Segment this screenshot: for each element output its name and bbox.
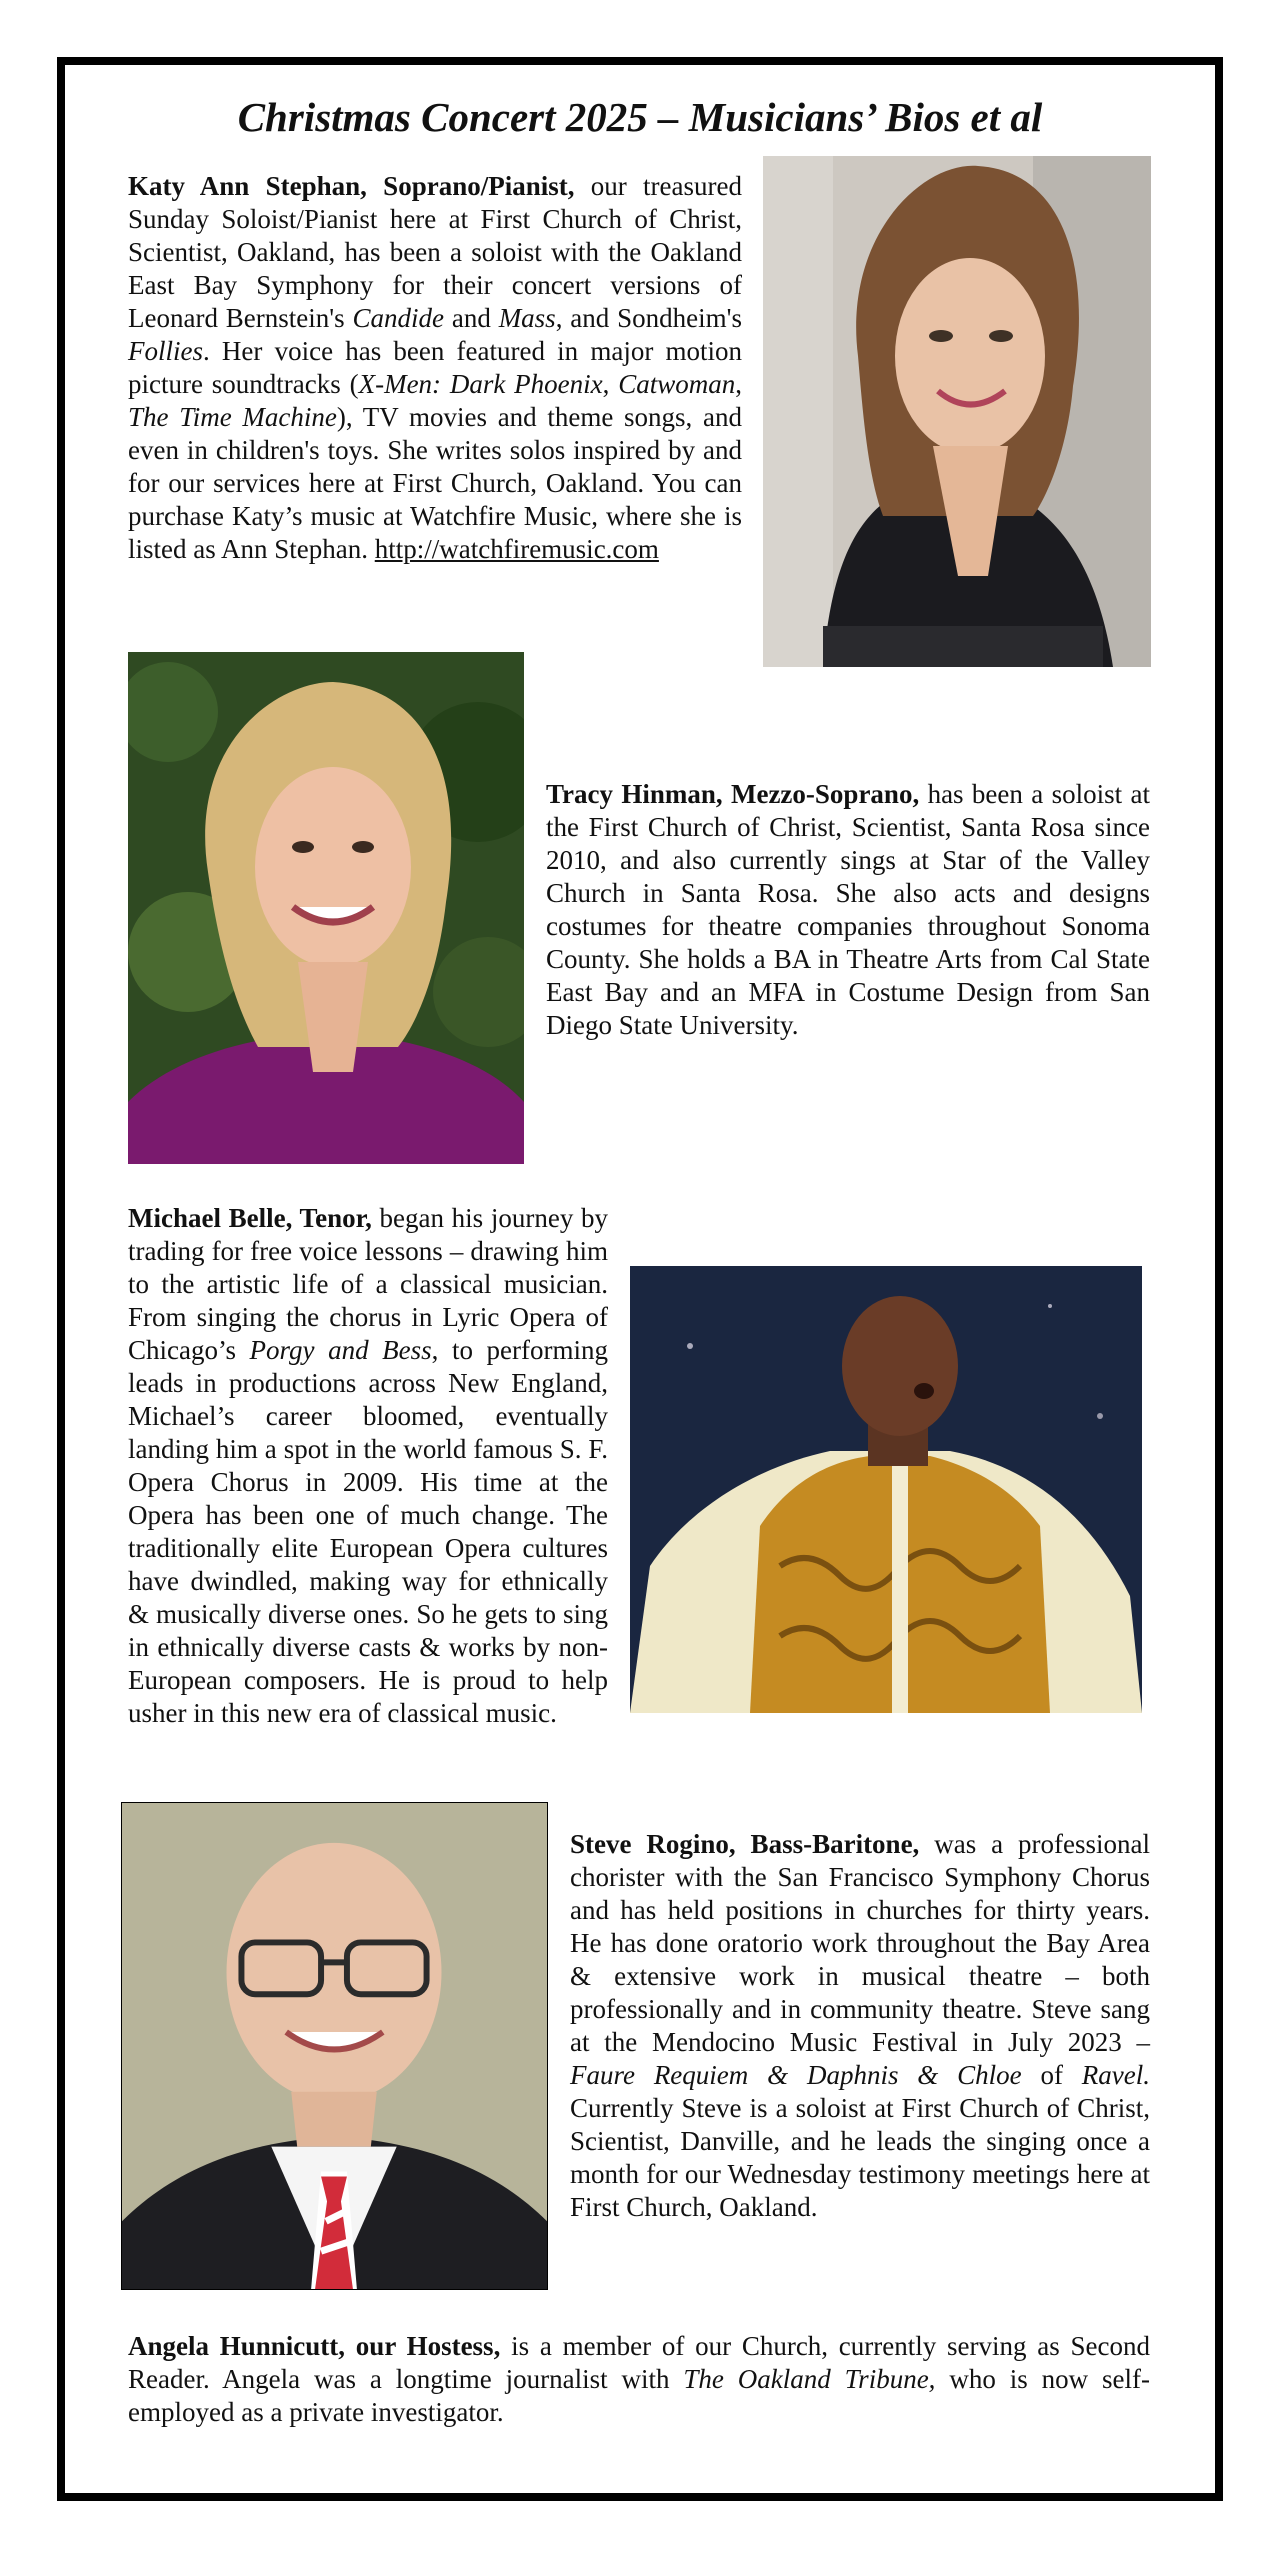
- tracy-hinman-photo: [128, 652, 524, 1164]
- bio-steve-rogino: Steve Rogino, Bass-Baritone, was a professional chorister with the San Francisco Symphony Chorus and has held positions in churches for thirty years. He has done oratorio work throughout the Bay Area & extensive work in musical theatre – both professionally and in community theatre. Steve sang at the Mendocino Music Festival in July 2023 – Faure Requiem & Daphnis & Chloe of Ravel. Currently Steve is a soloist at First Church of Christ, Scientist, Danville, and he leads the singing once a month for our Wednesday testimony meetings here at First Church, Oakland.: [570, 1829, 1151, 2222]
- bio-name: Tracy Hinman, Mezzo-Soprano,: [546, 779, 920, 809]
- bio-name: Michael Belle, Tenor,: [128, 1203, 372, 1233]
- katy-stephan-photo: [763, 156, 1151, 667]
- bio-tracy-hinman: Tracy Hinman, Mezzo-Soprano, has been a soloist at the First Church of Christ, Scientist, Santa Rosa since 2010, and also currently sings at Star of the Valley Church in Santa Rosa. She also acts and designs costumes for theatre companies throughout Sonoma County. She holds a BA in Theatre Arts from Cal State East Bay and an MFA in Costume Design from San Diego State University.: [546, 779, 1150, 1040]
- bio-michael-belle: Michael Belle, Tenor, began his journey by trading for free voice lessons – drawing him to the artistic life of a classical musician. From singing the chorus in Lyric Opera of Chicago’s Porgy and Bess, to performing leads in productions across New England, Michael’s career bloomed, eventually landing him a spot in the world famous S. F. Opera Chorus in 2009. His time at the Opera has been one of much change. The traditionally elite European Opera cultures have dwindled, making way for ethnically & musically diverse ones. So he gets to sing in ethnically diverse casts & works by non-European composers. He is proud to help usher in this new era of classical music.: [128, 1203, 609, 1728]
- page-title: Christmas Concert 2025 – Musicians’ Bios et al: [237, 94, 1043, 140]
- steve-rogino-photo: [121, 1802, 548, 2290]
- bio-angela-hunnicutt: Angela Hunnicutt, our Hostess, is a member of our Church, currently serving as Second Reader. Angela was a longtime journalist with The Oakland Tribune, who is now self-employed as a private investigator.: [128, 2331, 1150, 2427]
- watchfire-link[interactable]: http://watchfiremusic.com: [374, 534, 659, 564]
- bio-katy-stephan: Katy Ann Stephan, Soprano/Pianist, our treasured Sunday Soloist/Pianist here at First Church of Christ, Scientist, Oakland, has been a soloist with the Oakland East Bay Symphony for their concert versions of Leonard Bernstein's Candide and Mass, and Sondheim's Follies. Her voice has been featured in major motion picture soundtracks (X-Men: Dark Phoenix, Catwoman, The Time Machine), TV movies and theme songs, and even in children's toys. She writes solos inspired by and for our services here at First Church, Oakland. You can purchase Katy’s music at Watchfire Music, where she is listed as Ann Stephan. http://watchfiremusic.com: [128, 171, 743, 564]
- bio-name: Katy Ann Stephan, Soprano/Pianist,: [128, 171, 575, 201]
- bio-name: Angela Hunnicutt, our Hostess,: [128, 2331, 501, 2361]
- michael-belle-photo: [630, 1266, 1142, 1713]
- bio-name: Steve Rogino, Bass-Baritone,: [570, 1829, 920, 1859]
